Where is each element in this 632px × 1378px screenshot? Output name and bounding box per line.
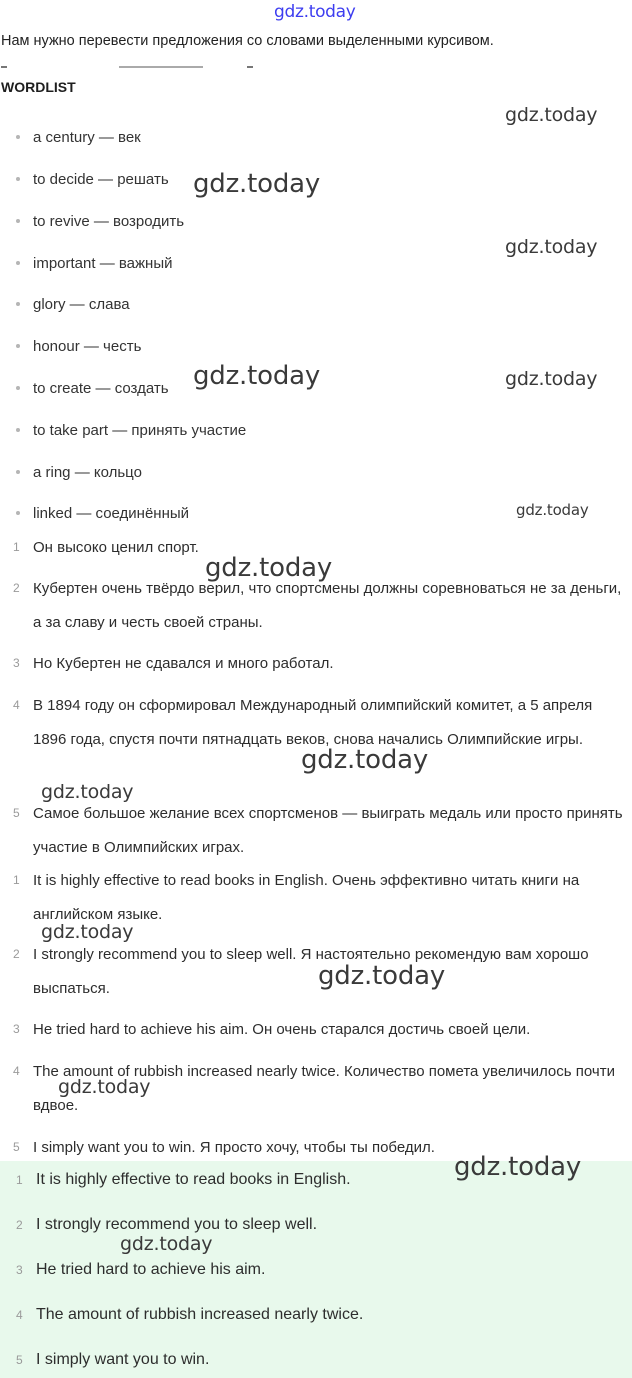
bullet-icon [16, 302, 20, 306]
bullet-icon [16, 344, 20, 348]
item-number: 1 [16, 1173, 23, 1187]
watermark: gdz.today [205, 553, 333, 583]
answers-block [0, 1161, 632, 1378]
wordlist-item-text: a ring — кольцо [33, 464, 142, 481]
item-number: 1 [13, 540, 20, 554]
item-text: It is highly effective to read books in English. [36, 1171, 351, 1188]
item-text: Он высоко ценил спорт. [33, 539, 199, 556]
item-number: 3 [13, 1022, 20, 1036]
watermark: gdz.today [505, 104, 598, 126]
item-text: Но Кубертен не сдавался и много работал. [33, 655, 334, 672]
item-number: 2 [13, 947, 20, 961]
bullet-icon [16, 386, 20, 390]
item-number: 3 [13, 656, 20, 670]
watermark: gdz.today [505, 236, 598, 258]
bullet-icon [16, 261, 20, 265]
wordlist-item-text: honour — честь [33, 338, 142, 355]
watermark: gdz.today [454, 1152, 582, 1182]
item-number: 3 [16, 1263, 23, 1277]
bullet-icon [16, 135, 20, 139]
wordlist-item-text: linked — соединённый [33, 505, 190, 522]
wordlist-item-text: a century — век [33, 129, 141, 146]
item-text: I strongly recommend you to sleep well. [36, 1216, 318, 1233]
bullet-icon [16, 177, 20, 181]
item-text: He tried hard to achieve his aim. Он очень старался достичь своей цели. [33, 1021, 531, 1038]
bullet-icon [16, 219, 20, 223]
item-text: В 1894 году он сформировал Международный олимпийский комитет, а 5 апреля 1896 года, спустя почти пятнадцать веков, снова начались Олимпийские игры. [33, 697, 593, 748]
item-number: 2 [13, 581, 20, 595]
item-number: 4 [13, 1064, 20, 1078]
item-text: I simply want you to win. Я просто хочу, чтобы ты победил. [33, 1139, 435, 1156]
item-text: I strongly recommend you to sleep well. Я настоятельно рекомендую вам хорошо выспаться. [33, 946, 589, 997]
item-number: 4 [16, 1308, 23, 1322]
item-number: 2 [16, 1218, 23, 1232]
bullet-icon [16, 428, 20, 432]
watermark: gdz.today [120, 1233, 213, 1255]
item-number: 5 [16, 1353, 23, 1367]
wordlist-item-text: glory — слава [33, 296, 130, 313]
site-logo[interactable]: gdz.today [274, 2, 356, 22]
wordlist-item-text: to decide — решать [33, 171, 169, 188]
item-text: It is highly effective to read books in English. Очень эффективно читать книги на английском языке. [33, 872, 580, 923]
wordlist-item-text: important — важный [33, 255, 173, 272]
watermark: gdz.today [41, 781, 134, 803]
item-number: 5 [13, 1140, 20, 1154]
watermark: gdz.today [318, 961, 446, 991]
watermark: gdz.today [516, 501, 589, 519]
bullet-icon [16, 470, 20, 474]
wordlist-item-text: to create — создать [33, 380, 169, 397]
item-text: The amount of rubbish increased nearly twice. Количество помета увеличилось почти вдвое. [33, 1063, 615, 1114]
watermark: gdz.today [193, 361, 321, 391]
item-number: 5 [13, 806, 20, 820]
watermark: gdz.today [505, 368, 598, 390]
item-text: Самое большое желание всех спортсменов — выиграть медаль или просто принять участие в Олимпийских играх. [33, 805, 623, 856]
watermark: gdz.today [193, 169, 321, 199]
item-text: I simply want you to win. [36, 1351, 210, 1368]
wordlist-item-text: to revive — возродить [33, 213, 185, 230]
item-number: 4 [13, 698, 20, 712]
item-text: The amount of rubbish increased nearly twice. [36, 1306, 364, 1323]
item-number: 1 [13, 873, 20, 887]
intro-text: Нам нужно перевести предложения со словами выделенными курсивом. [1, 33, 494, 49]
item-text: Кубертен очень твёрдо верил, что спортсмены должны соревноваться не за деньги, а за славу и честь своей страны. [33, 580, 622, 631]
watermark: gdz.today [41, 921, 134, 943]
item-text: He tried hard to achieve his aim. [36, 1261, 266, 1278]
wordlist-item-text: to take part — принять участие [33, 422, 247, 439]
watermark: gdz.today [301, 745, 429, 775]
divider [1, 66, 253, 68]
wordlist-heading: WORDLIST [1, 79, 76, 95]
watermark: gdz.today [58, 1076, 151, 1098]
bullet-icon [16, 511, 20, 515]
